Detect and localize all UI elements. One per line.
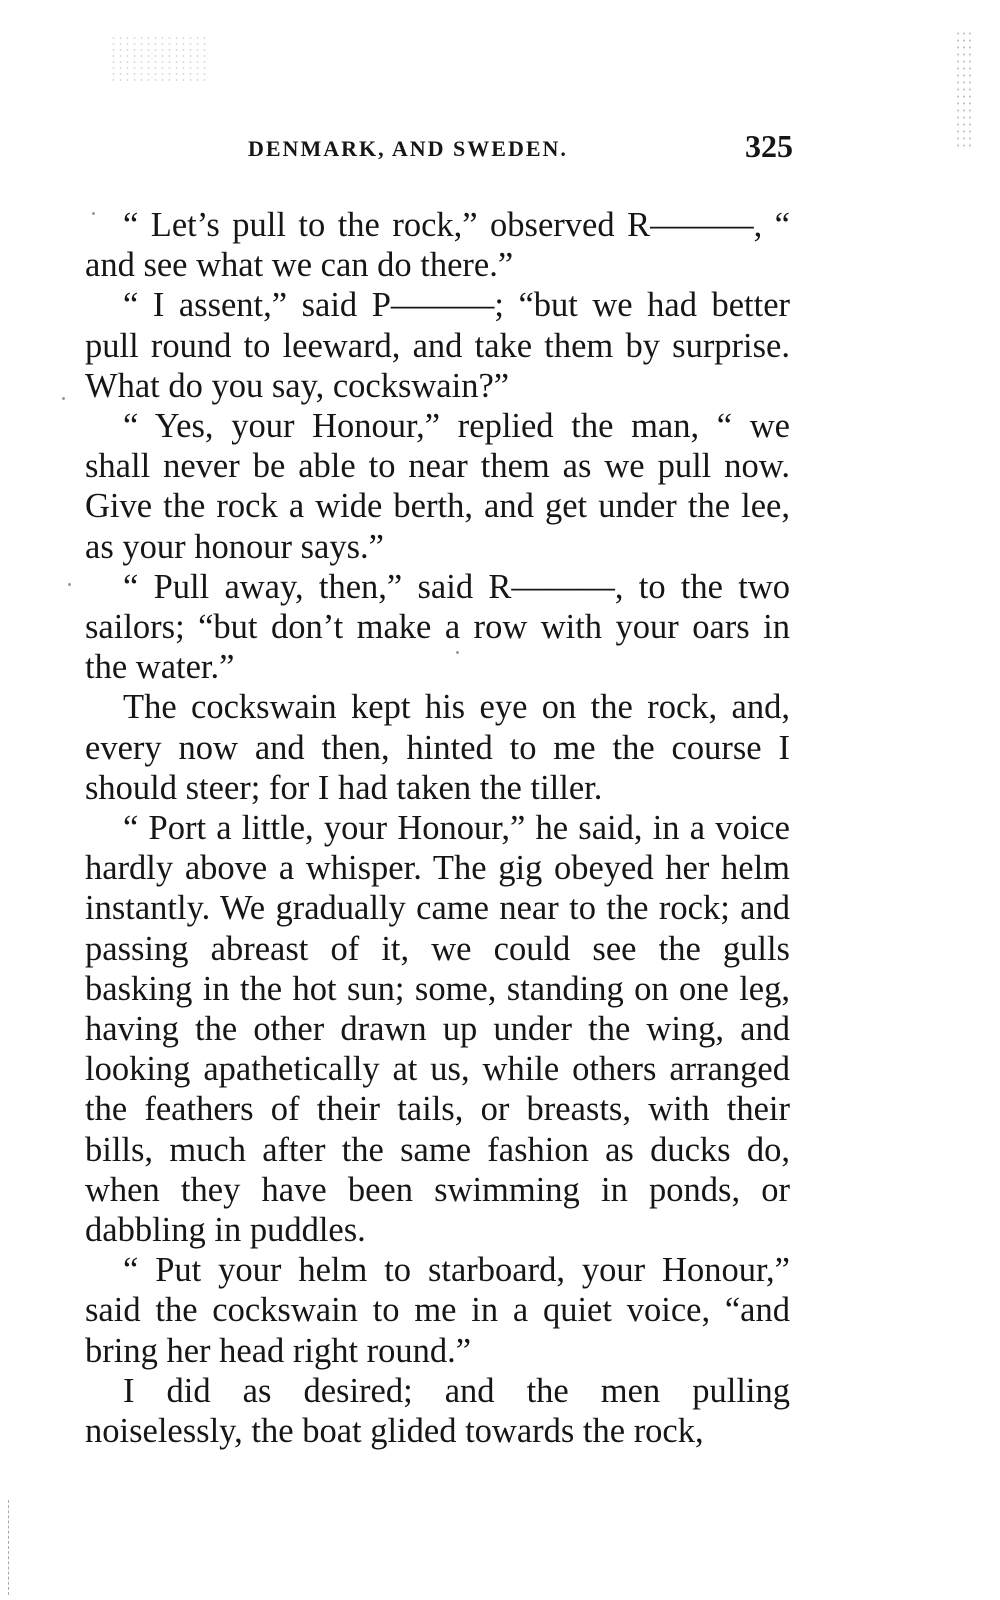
paragraph: “ I assent,” said P———; “but we had better pull round to leeward, and take them by surprise. What do you say, cockswain?” <box>85 286 790 405</box>
paragraph: “ Pull away, then,” said R———, to the two sailors; “but don’t make a row with your oars in the water.” <box>85 567 790 687</box>
print-speckle <box>62 397 65 400</box>
print-speckle <box>110 35 210 85</box>
paragraph: I did as desired; and the men pulling noiselessly, the boat glided towards the rock, <box>85 1371 790 1451</box>
running-title: DENMARK, AND SWEDEN. <box>248 136 568 161</box>
page-edge-mark <box>8 1500 10 1595</box>
body-text <box>85 205 790 1451</box>
paragraph: “ Yes, your Honour,” replied the man, “ we shall never be able to near them as we pull now. Give the rock a wide berth, and get under the lee, as your honour says.” <box>85 407 790 566</box>
print-speckle <box>955 30 975 150</box>
paragraph: The cockswain kept his eye on the rock, and, every now and then, hinted to me the course I should steer; for I had taken the tiller. <box>85 688 790 807</box>
page-header <box>248 128 793 168</box>
paragraph: “ Let’s pull to the rock,” observed R———, “ and see what we can do there.” <box>85 206 790 285</box>
print-speckle <box>68 583 71 586</box>
paragraph: “ Put your helm to starboard, your Honour,” said the cockswain to me in a quiet voice, “and bring her head right round.” <box>85 1251 790 1370</box>
page-number: 325 <box>745 128 793 164</box>
paragraph: “ Port a little, your Honour,” he said, in a voice hardly above a whisper. The gig obeyed her helm instantly. We gradually came near to the rock; and passing abreast of it, we could see the gulls basking in the hot sun; some, standing on one leg, having the other drawn up under the wing, and looking apathetically at us, while others arranged the feathers of their tails, or breasts, with their bills, much after the same fashion as ducks do, when they have been swimming in ponds, or dabbling in puddles. <box>85 809 790 1250</box>
